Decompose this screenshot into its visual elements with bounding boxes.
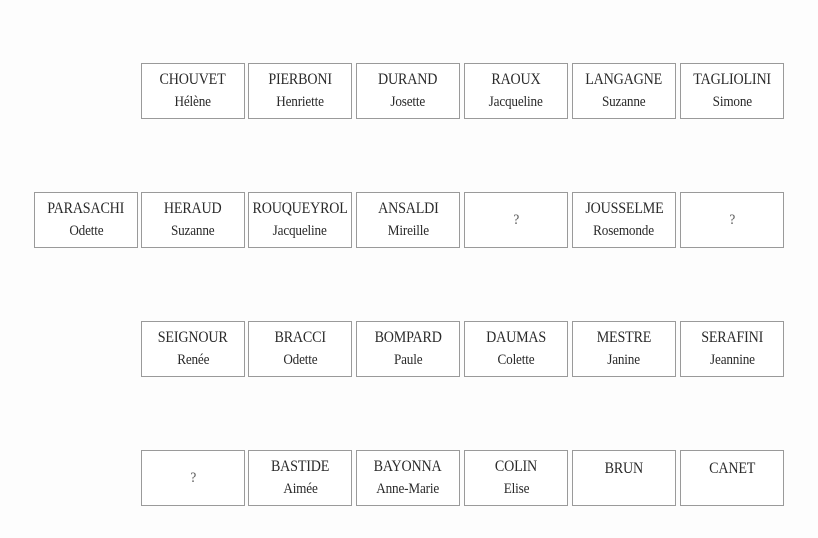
seat-firstname: Jacqueline — [273, 223, 327, 239]
seat-firstname: Paule — [393, 352, 423, 368]
seat-surname: ? — [729, 211, 735, 228]
seat-surname: MESTRE — [596, 329, 652, 346]
seat-surname: BAYONNA — [374, 458, 442, 475]
seat-box — [572, 192, 676, 248]
seat-row-4 — [0, 450, 818, 510]
seat-box-unknown — [141, 450, 245, 506]
seat-firstname: Odette — [68, 223, 104, 239]
seat-box — [356, 192, 460, 248]
seat-firstname: Colette — [497, 352, 535, 368]
seat-row-1 — [0, 63, 818, 123]
seat-surname: COLIN — [494, 458, 538, 475]
seat-surname: SERAFINI — [701, 329, 763, 346]
seat-firstname: Josette — [390, 94, 426, 110]
seat-box — [248, 450, 352, 506]
seat-row-3 — [0, 321, 818, 381]
seat-box — [680, 450, 784, 506]
seat-box — [356, 450, 460, 506]
seat-firstname: Jeannine — [709, 352, 755, 368]
seat-surname: SEIGNOUR — [158, 329, 228, 346]
seat-box — [248, 192, 352, 248]
seat-surname: JOUSSELME — [584, 200, 664, 217]
seat-surname: BASTIDE — [270, 458, 330, 475]
seat-surname: ? — [190, 469, 196, 486]
seat-box — [141, 321, 245, 377]
seat-box — [141, 192, 245, 248]
seat-surname: HERAUD — [164, 200, 222, 217]
seat-firstname: Anne-Marie — [376, 481, 440, 497]
seat-box-unknown — [464, 192, 568, 248]
seat-surname: CANET — [708, 460, 756, 477]
seat-surname: TAGLIOLINI — [693, 71, 771, 88]
seat-surname: ? — [513, 211, 519, 228]
seat-surname: BOMPARD — [374, 329, 442, 346]
seat-surname: PIERBONI — [268, 71, 332, 88]
seat-firstname: Renée — [176, 352, 210, 368]
seat-box — [572, 63, 676, 119]
seat-firstname: Odette — [282, 352, 318, 368]
seat-box — [356, 321, 460, 377]
seat-box — [464, 321, 568, 377]
seat-firstname: Rosemonde — [593, 223, 655, 239]
seat-surname: CHOUVET — [159, 71, 227, 88]
seat-surname: BRACCI — [274, 329, 326, 346]
seat-surname: DURAND — [378, 71, 438, 88]
seat-firstname: Suzanne — [171, 223, 215, 239]
seat-box — [572, 450, 676, 506]
seat-firstname: Suzanne — [602, 94, 646, 110]
seat-firstname: Elise — [503, 481, 529, 497]
seat-surname: LANGAGNE — [585, 71, 663, 88]
seat-firstname: Aimée — [282, 481, 318, 497]
seat-surname: ANSALDI — [377, 200, 439, 217]
seat-box — [248, 63, 352, 119]
seat-firstname: Henriette — [276, 94, 324, 110]
seat-box — [34, 192, 138, 248]
seat-firstname: Simone — [712, 94, 752, 110]
seat-firstname: Hélène — [174, 94, 212, 110]
seat-box — [141, 63, 245, 119]
seat-box — [680, 63, 784, 119]
seat-surname: BRUN — [604, 460, 644, 477]
seat-firstname: Janine — [607, 352, 641, 368]
seat-firstname: Mireille — [387, 223, 429, 239]
seat-surname: RAOUX — [491, 71, 541, 88]
seat-surname: ROUQUEYROL — [252, 200, 348, 217]
seat-firstname: Jacqueline — [489, 94, 543, 110]
seat-box — [464, 450, 568, 506]
seat-box — [572, 321, 676, 377]
seat-box — [680, 321, 784, 377]
seat-box-unknown — [680, 192, 784, 248]
seat-row-2 — [0, 192, 818, 252]
seat-box — [356, 63, 460, 119]
seat-box — [248, 321, 352, 377]
seat-surname: DAUMAS — [486, 329, 546, 346]
seat-surname: PARASACHI — [47, 200, 125, 217]
seat-box — [464, 63, 568, 119]
